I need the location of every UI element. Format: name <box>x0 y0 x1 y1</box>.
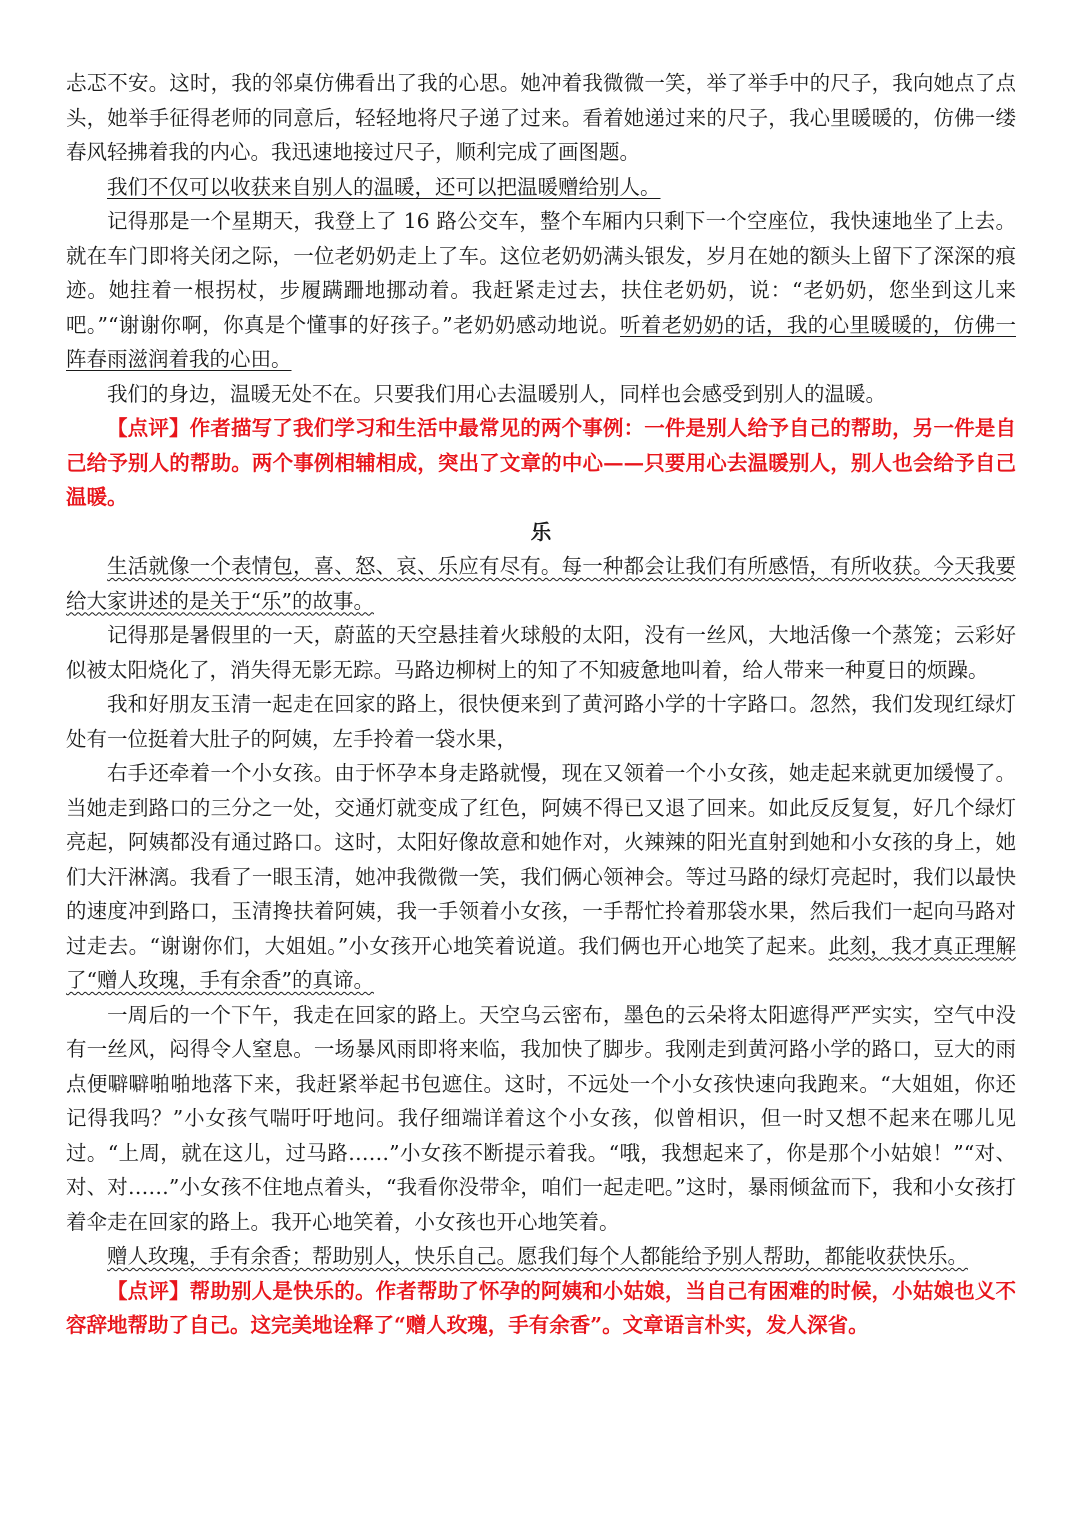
paragraph: 记得那是暑假里的一天，蔚蓝的天空悬挂着火球般的太阳，没有一丝风，大地活像一个蒸笼；云彩好似被太阳烧化了，消失得无影无踪。马路边柳树上的知了不知疲惫地叫着，给人带来一种夏日的烦躁。 <box>66 623 1016 682</box>
paragraph: 一周后的一个下午，我走在回家的路上。天空乌云密布，墨色的云朵将太阳遮得严严实实，空气中没有一丝风，闷得令人窒息。一场暴风雨即将来临，我加快了脚步。我刚走到黄河路小学的路口，豆大的雨点便噼噼啪啪地落下来，我赶紧举起书包遮住。这时，不远处一个小女孩快速向我跑来。“大姐姐，你还记得我吗？”小女孩气喘吁吁地问。我仔细端详着这个小女孩，似曾相识，但一时又想不起来在哪儿见过。“上周，就在这儿，过马路……”小女孩不断提示着我。“哦，我想起来了，你是那个小姑娘！”“对、对、对……”小女孩不住地点着头，“我看你没带伞，咱们一起走吧。”这时，暴雨倾盆而下，我和小女孩打着伞走在回家的路上。我开心地笑着，小女孩也开心地笑着。 <box>66 1002 1016 1234</box>
wavy-underlined-intro: 生活就像一个表情包，喜、怒、哀、乐应有尽有。每一种都会让我们有所感悟，有所收获。今天我要给大家讲述的是关于“乐”的故事。 <box>66 554 1016 613</box>
document-page <box>66 66 1016 1343</box>
section-title: 乐 <box>530 519 552 544</box>
wavy-underlined-conclusion: 赠人玫瑰，手有余香；帮助别人，快乐自己。愿我们每个人都能给予别人帮助，都能收获快乐。 <box>107 1244 968 1268</box>
underlined-sentence: 我们不仅可以收获来自别人的温暖，还可以把温暖赠给别人。 <box>107 174 661 199</box>
paragraph-text: 记得那是一个星期天，我登上了 16 路公交车，整个车厢内只剩下一个空座位，我快速地坐了上去。就在车门即将关闭之际，一位老奶奶走上了车。这位老奶奶满头银发，岁月在她的额头上留下了深深的痕迹。她拄着一根拐杖，步履蹒跚地挪动着。我赶紧走过去，扶住老奶奶，说：“老奶奶，您坐到这儿来吧。”“谢谢你啊，你真是个懂事的好孩子。”老奶奶感动地说。 <box>66 209 1016 337</box>
paragraph <box>66 549 1016 618</box>
paragraph <box>66 756 1016 998</box>
paragraph-text: 右手还牵着一个小女孩。由于怀孕本身走路就慢，现在又领着一个小女孩，她走起来就更加缓慢了。当她走到路口的三分之一处，交通灯就变成了红色，阿姨不得已又退了回来。如此反反复复，好几个绿灯亮起，阿姨都没有通过路口。这时，太阳好像故意和她作对，火辣辣的阳光直射到她和小女孩的身上，她们大汗淋漓。我看了一眼玉清，她冲我微微一笑，我们俩心领神会。等过马路的绿灯亮起时，我们以最快的速度冲到路口，玉清搀扶着阿姨，我一手领着小女孩，一手帮忙拎着那袋水果，然后我们一起向马路对过走去。“谢谢你们，大姐姐。”小女孩开心地笑着说道。我们俩也开心地笑了起来。 <box>66 761 1016 958</box>
paragraph: 我和好朋友玉清一起走在回家的路上，很快便来到了黄河路小学的十字路口。忽然，我们发现红绿灯处有一位挺着大肚子的阿姨，左手拎着一袋水果， <box>66 692 1016 751</box>
review-comment: 【点评】帮助别人是快乐的。作者帮助了怀孕的阿姨和小姑娘，当自己有困难的时候，小姑娘也义不容辞地帮助了自己。这完美地诠释了“赠人玫瑰，手有余香”。文章语言朴实，发人深省。 <box>66 1278 1016 1337</box>
paragraph <box>66 170 1016 205</box>
underlined-sentence: 听着老奶奶的话，我的心里暖暖的，仿佛一阵春雨滋润着我的心田。 <box>66 312 1016 371</box>
paragraph: 我们的身边，温暖无处不在。只要我们用心去温暖别人，同样也会感受到别人的温暖。 <box>107 381 886 406</box>
paragraph <box>66 1239 1016 1274</box>
review-comment: 【点评】作者描写了我们学习和生活中最常见的两个事例：一件是别人给予自己的帮助，另一件是自己给予别人的帮助。两个事例相辅相成，突出了文章的中心——只要用心去温暖别人，别人也会给予自己温暖。 <box>66 416 1016 509</box>
paragraph <box>66 204 1016 377</box>
paragraph: 忐忑不安。这时，我的邻桌仿佛看出了我的心思。她冲着我微微一笑，举了举手中的尺子，我向她点了点头，她举手征得老师的同意后，轻轻地将尺子递了过来。看着她递过来的尺子，我心里暖暖的，仿佛一缕春风轻拂着我的内心。我迅速地接过尺子，顺利完成了画图题。 <box>66 71 1016 164</box>
wavy-underlined-sentence: 此刻，我才真正理解了“赠人玫瑰，手有余香”的真谛。 <box>66 933 1016 992</box>
